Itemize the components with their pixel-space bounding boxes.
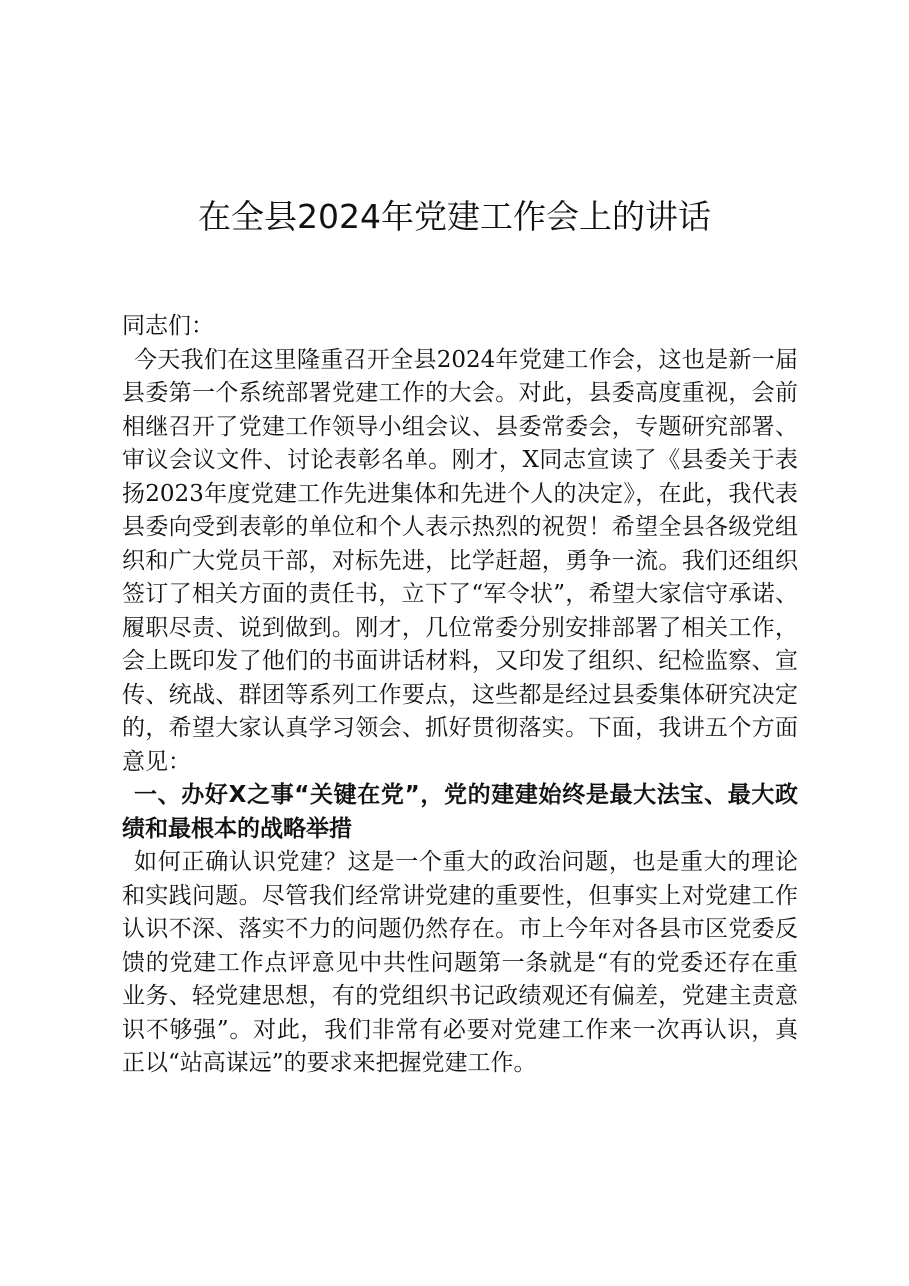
section-paragraph: 如何正确认识党建？这是一个重大的政治问题，也是重大的理论和实践问题。尽管我们经常讲党建的重要性，但事实上对党建工作认识不深、落实不力的问题仍然存在。市上今年对各县市区党委反馈的党建工作点评意见中共性问题第一条就是“有的党委还存在重业务、轻党建思想，有的党组织书记政绩观还有偏差，党建主责意识不够强”。对此，我们非常有必要对党建工作来一次再认识，真正以“站高谋远”的要求来把握党建工作。: [122, 849, 798, 1076]
document-body: [122, 310, 798, 1081]
salutation: 同志们：: [122, 313, 214, 339]
document-title: 在全县2024年党建工作会上的讲话: [198, 197, 711, 236]
section-heading: 一、办好X之事“关键在党”，党的建建始终是最大法宝、最大政绩和最根本的战略举措: [122, 782, 798, 842]
opening-paragraph: 今天我们在这里隆重召开全县2024年党建工作会，这也是新一届县委第一个系统部署党建工作的大会。对此，县委高度重视，会前相继召开了党建工作领导小组会议、县委常委会，专题研究部署、审议会议文件、讨论表彰名单。刚才，X同志宣读了《县委关于表扬2023年度党建工作先进集体和先进个人的决定》，在此，我代表县委向受到表彰的单位和个人表示热烈的祝贺！希望全县各级党组织和广大党员干部，对标先进，比学赶超，勇争一流。我们还组织签订了相关方面的责任书，立下了“军令状”，希望大家信守承诺、履职尽责、说到做到。刚才，几位常委分别安排部署了相关工作，会上既印发了他们的书面讲话材料，又印发了组织、纪检监察、宣传、统战、群团等系列工作要点，这些都是经过县委集体研究决定的，希望大家认真学习领会、抓好贯彻落实。下面，我讲五个方面意见：: [122, 346, 798, 775]
